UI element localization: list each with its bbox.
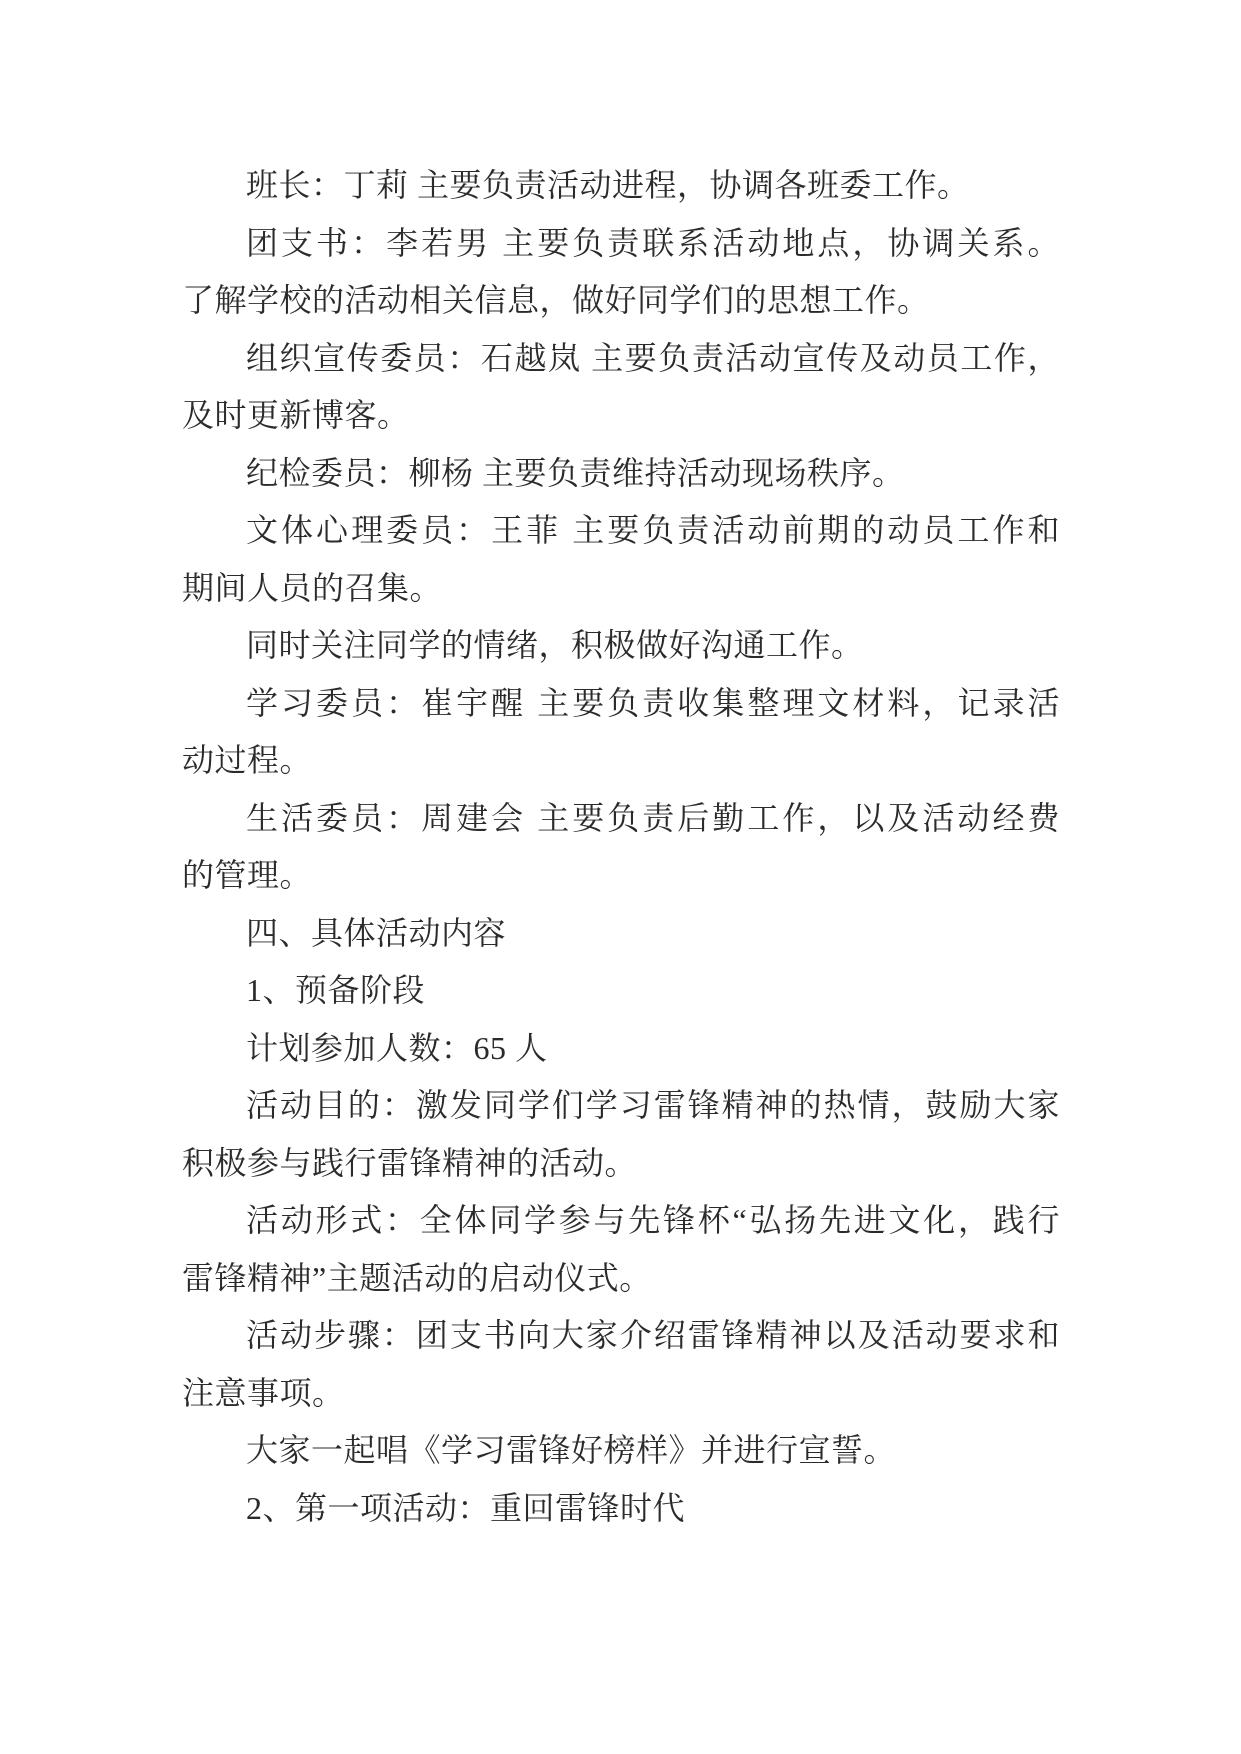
text-line: 同时关注同学的情绪，积极做好沟通工作。 <box>246 627 864 663</box>
text-line: 2、第一项活动：重回雷锋时代 <box>246 1489 686 1526</box>
text-line: 期间人员的召集。 <box>182 569 443 606</box>
text-line: 动过程。 <box>182 742 313 778</box>
text-line: 1、预备阶段 <box>246 972 426 1008</box>
text-line: 的管理。 <box>182 857 313 893</box>
text-line: 组织宣传委员：石越岚 主要负责活动宣传及动员工作， <box>246 339 1060 376</box>
text-line: 学习委员：崔宇醒 主要负责收集整理文材料，记录活 <box>246 684 1060 721</box>
text-line: 注意事项。 <box>182 1374 345 1411</box>
text-line: 文体心理委员：王菲 主要负责活动前期的动员工作和 <box>246 512 1060 548</box>
text-line: 大家一起唱《学习雷锋好榜样》并进行宣誓。 <box>246 1432 897 1468</box>
text-line: 活动步骤：团支书向大家介绍雷锋精神以及活动要求和 <box>246 1317 1060 1353</box>
text-line: 四、具体活动内容 <box>246 914 507 951</box>
text-line: 班长：丁莉 主要负责活动进程，协调各班委工作。 <box>246 167 970 203</box>
text-line: 雷锋精神”主题活动的启动仪式。 <box>182 1259 652 1296</box>
text-line: 生活委员：周建会 主要负责后勤工作，以及活动经费 <box>246 799 1060 836</box>
text-line: 团支书：李若男 主要负责联系活动地点，协调关系。 <box>246 224 1060 261</box>
text-line: 积极参与践行雷锋精神的活动。 <box>182 1144 638 1181</box>
text-line: 及时更新博客。 <box>182 397 410 433</box>
text-line: 活动形式：全体同学参与先锋杯“弘扬先进文化，践行 <box>246 1202 1060 1238</box>
text-line: 计划参加人数：65 人 <box>246 1029 548 1066</box>
text-line: 活动目的：激发同学们学习雷锋精神的热情，鼓励大家 <box>246 1087 1060 1123</box>
text-line: 纪检委员：柳杨 主要负责维持活动现场秩序。 <box>246 454 905 491</box>
text-line: 了解学校的活动相关信息，做好同学们的思想工作。 <box>182 282 930 318</box>
